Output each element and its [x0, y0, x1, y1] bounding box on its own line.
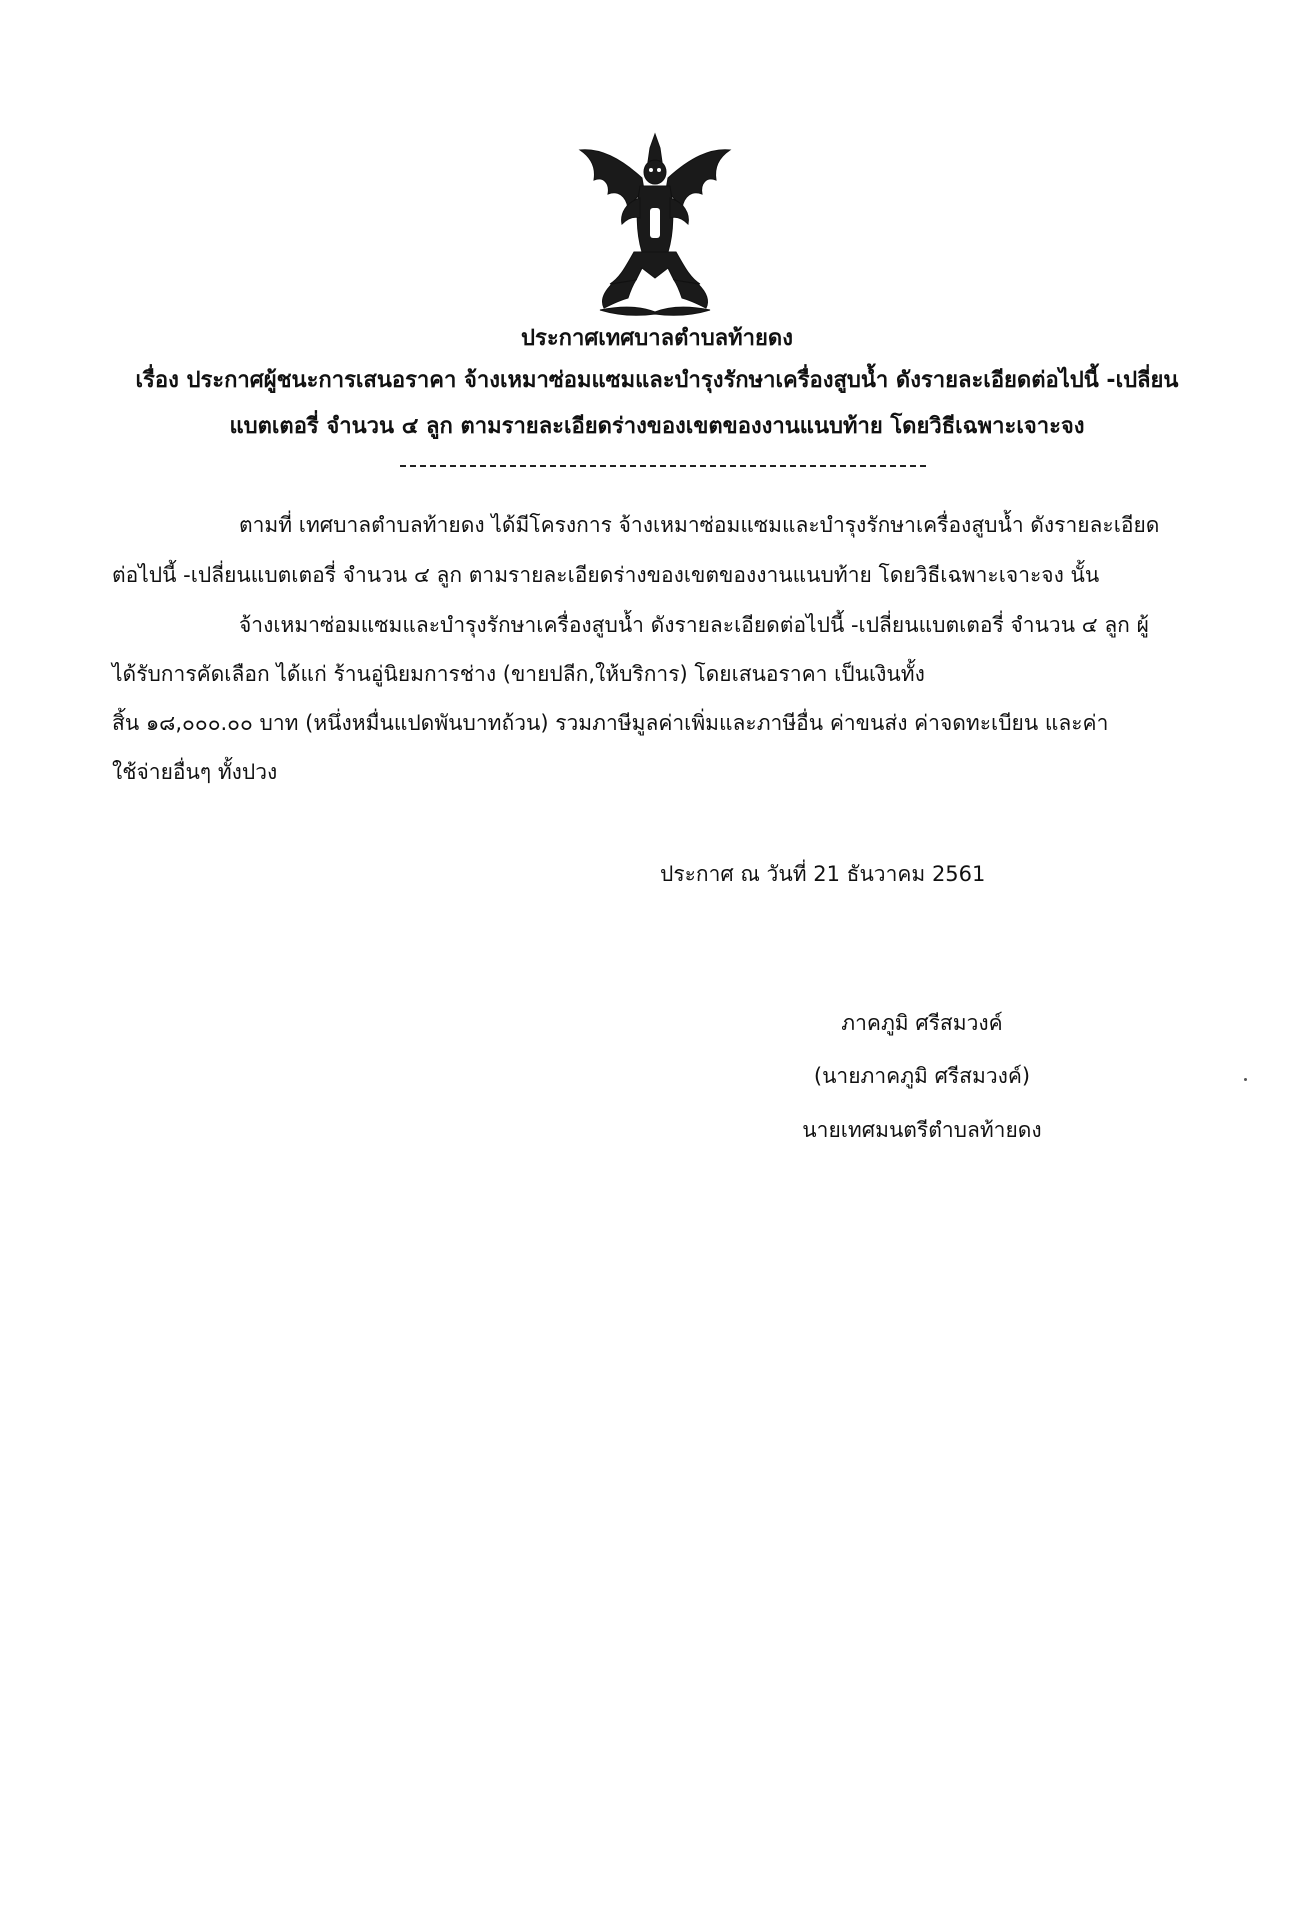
garuda-emblem-icon: [570, 128, 740, 318]
subject-line-1: เรื่อง ประกาศผู้ชนะการเสนอราคา จ้างเหมาซ่อมแซมและบำรุงรักษาเครื่องสูบน้ำ ดังรายละเอียดต่อไปนี้ -เปลี่ยน: [135, 368, 1179, 393]
paragraph-2-line-3: สิ้น ๑๘,๐๐๐.๐๐ บาท (หนึ่งหมื่นแปดพันบาทถ้วน) รวมภาษีมูลค่าเพิ่มและภาษีอื่น ค่าขนส่ง ค่าจดทะเบียน และค่า: [112, 711, 1109, 735]
paragraph-1-line-2: ต่อไปนี้ -เปลี่ยนแบตเตอรี่ จำนวน ๔ ลูก ตามรายละเอียดร่างของเขตของงานแนบท้าย โดยวิธีเฉพาะเจาะจง นั้น: [112, 563, 1100, 587]
paragraph-2-line-4: ใช้จ่ายอื่นๆ ทั้งปวง: [112, 760, 278, 784]
paragraph-2-line-1: จ้างเหมาซ่อมแซมและบำรุงรักษาเครื่องสูบน้ำ ดังรายละเอียดต่อไปนี้ -เปลี่ยนแบตเตอรี่ จำนวน ๔ ลูก ผู้: [239, 613, 1149, 637]
paragraph-2-line-2: ได้รับการคัดเลือก ได้แก่ ร้านอู่นิยมการช่าง (ขายปลีก,ให้บริการ) โดยเสนอราคา เป็นเงินทั้ง: [112, 662, 925, 686]
signature-position: นายเทศมนตรีตำบลท้ายดง: [802, 1118, 1042, 1142]
signature-full-name: (นายภาคภูมิ ศรีสมวงค์): [813, 1064, 1031, 1088]
dashed-divider: [400, 465, 926, 467]
scan-speck: [1244, 1078, 1247, 1081]
announcement-date: ประกาศ ณ วันที่ 21 ธันวาคม 2561: [660, 862, 986, 886]
subject-line-2: แบตเตอรี่ จำนวน ๔ ลูก ตามรายละเอียดร่างของเขตของงานแนบท้าย โดยวิธีเฉพาะเจาะจง: [229, 414, 1085, 439]
signature-name: ภาคภูมิ ศรีสมวงค์: [841, 1011, 1003, 1035]
paragraph-1-line-1: ตามที่ เทศบาลตำบลท้ายดง ได้มีโครงการ จ้างเหมาซ่อมแซมและบำรุงรักษาเครื่องสูบน้ำ ดังรายละเอียด: [239, 513, 1160, 537]
announcement-title: ประกาศเทศบาลตำบลท้ายดง: [521, 326, 793, 351]
